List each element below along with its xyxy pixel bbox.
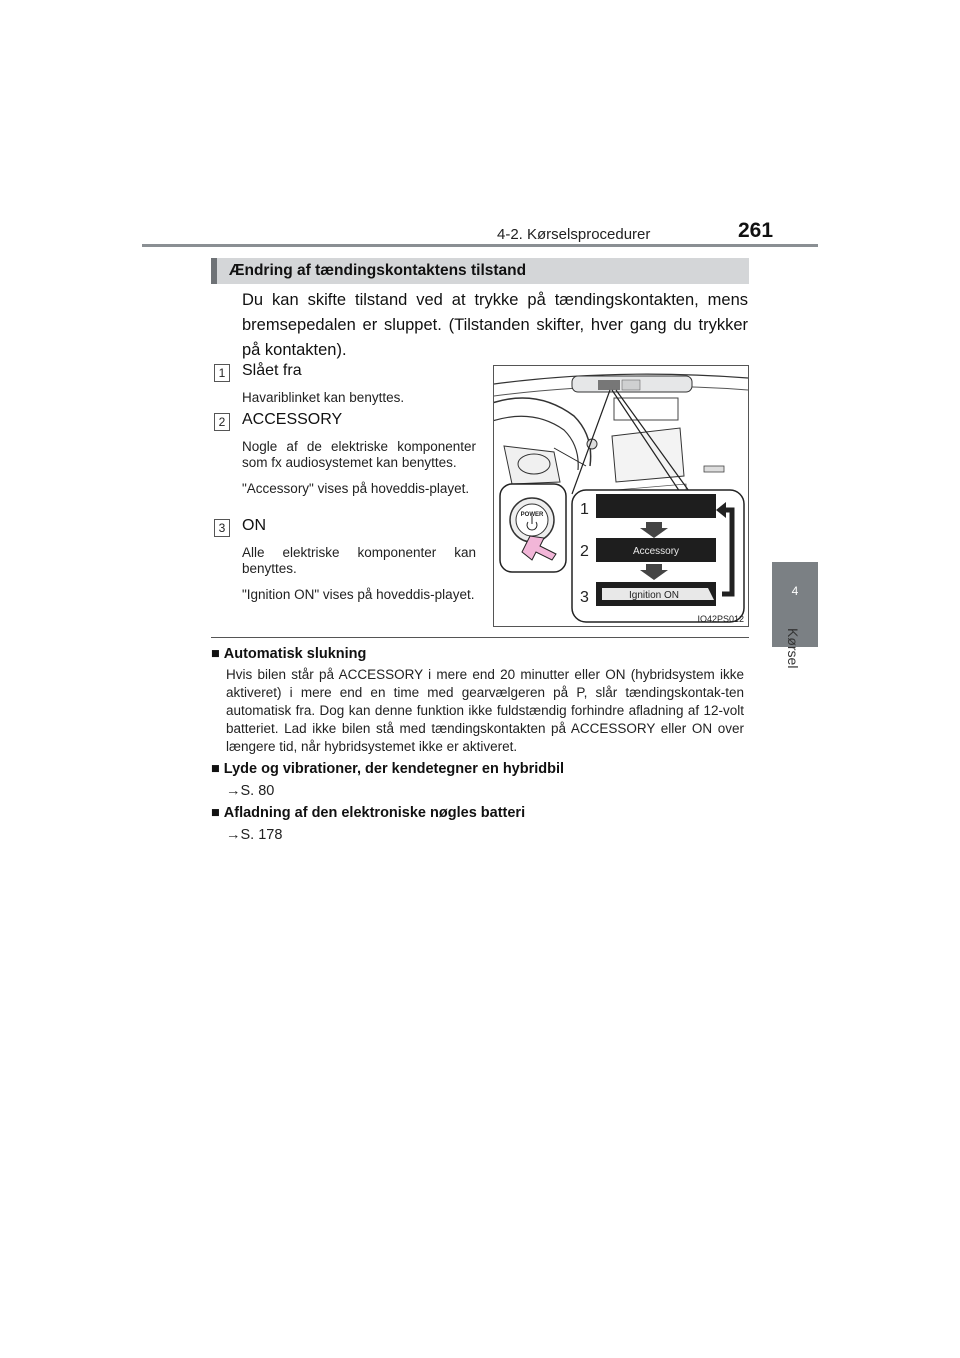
note-marker: ■: [211, 805, 220, 821]
ignition-display-text: Ignition ON: [628, 590, 680, 601]
note-title-key-battery: ■ Afladning af den elektroniske nøgles batteri: [211, 805, 526, 821]
notes-divider: [211, 637, 749, 638]
page-number: 261: [738, 219, 774, 242]
note-title-sounds: ■ Lyde og vibrationer, der kendetegner en hybridbil: [211, 761, 565, 777]
chapter-label: Kørsel: [785, 628, 801, 669]
state-label-2: 2: [580, 543, 589, 560]
note-title-auto-off: ■ Automatisk slukning: [211, 646, 367, 662]
note-page-ref: →S. 80: [226, 783, 275, 799]
dashboard-illustration: [493, 365, 749, 627]
item-title-off: Slået fra: [242, 362, 302, 379]
note-body-auto-off: Hvis bilen står på ACCESSORY i mere end 20 minutter eller ON (hybridsystem ikke aktiveret) i mere end en time med gearvælgeren på P, slår tændingskontak-ten automatisk fra. Dog kan denne funktion ikke fuldstændig forhindre afladning af 12-volt batteriet. Lad ikke bilen stå med tændingskontakten på ACCESSORY eller ON over længere tid, når hybridsystemet ikke er aktiveret.: [226, 667, 744, 754]
item-title-accessory: ACCESSORY: [242, 411, 343, 428]
item-number-badge: 2: [214, 413, 230, 431]
section-heading: [211, 258, 749, 284]
item-desc: Havariblinket kan benyttes.: [242, 390, 405, 405]
dashboard-drawing: [494, 366, 748, 626]
item-desc: Alle elektriske komponenter kan benyttes.: [242, 545, 476, 576]
item-number-badge: 1: [214, 364, 230, 382]
item-title-on: ON: [242, 517, 266, 534]
header-divider: [142, 244, 818, 247]
note-marker: ■: [211, 761, 220, 777]
item-desc: Nogle af de elektriske komponenter som fx audiosystemet kan benyttes.: [242, 439, 476, 470]
state-label-3: 3: [580, 589, 589, 606]
item-desc: "Ignition ON" vises på hoveddis-playet.: [242, 587, 475, 602]
item-number-badge: 3: [214, 519, 230, 537]
header-section-title: 4-2. Kørselsprocedurer: [497, 226, 651, 243]
chapter-number: 4: [791, 584, 799, 598]
item-desc: "Accessory" vises på hoveddis-playet.: [242, 481, 470, 496]
note-page-ref: →S. 178: [226, 827, 283, 843]
figure-code: IO42PS012: [697, 614, 744, 624]
section-title: Ændring af tændingskontaktens tilstand: [229, 262, 527, 279]
accessory-display-text: Accessory: [632, 546, 680, 557]
note-marker: ■: [211, 646, 220, 662]
power-button-label: POWER: [520, 512, 544, 518]
intro-paragraph: Du kan skifte tilstand ved at trykke på tændingskontakten, mens bremsepedalen er sluppet. (Tilstanden skifter, hver gang du trykker på kontakten).: [242, 291, 748, 359]
state-label-1: 1: [580, 501, 589, 518]
